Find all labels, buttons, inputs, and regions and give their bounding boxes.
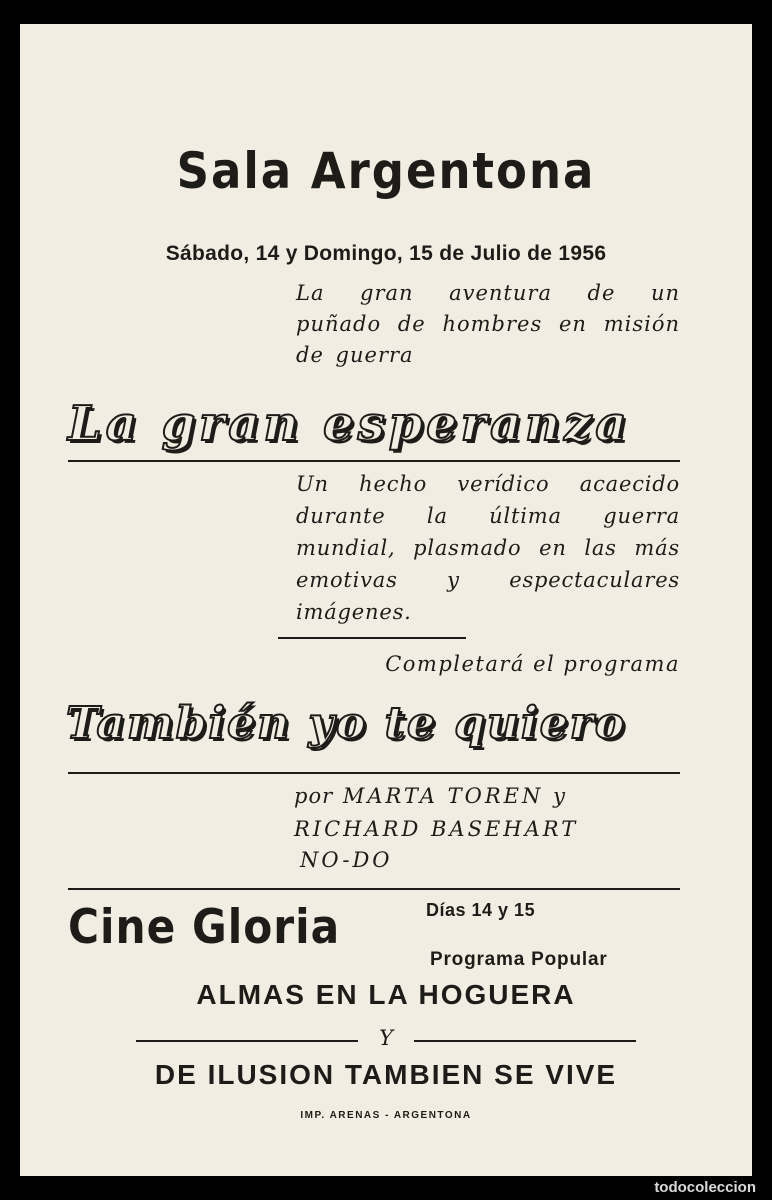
complement-text: Completará el programa — [385, 652, 680, 676]
conjunction: Y — [379, 1026, 393, 1050]
cinema-title: Cine Gloria — [68, 900, 341, 955]
film4-title: DE ILUSION TAMBIEN SE VIVE — [154, 1059, 618, 1090]
venue-title: Sala Argentona — [176, 142, 596, 200]
film1-title: La gran esperanza — [68, 396, 631, 452]
credits-block — [294, 780, 684, 846]
film3-title: ALMAS EN LA HOGUERA — [196, 979, 576, 1010]
divider-rule-1 — [68, 460, 680, 462]
credits-and: y — [553, 784, 566, 808]
divider-rule-2 — [68, 772, 680, 774]
divider-rule-short — [278, 637, 466, 639]
credits-actor1: MARTA TOREN — [342, 784, 544, 808]
divider-rule-right — [414, 1040, 636, 1042]
printer-credit: IMP. ARENAS - ARGENTONA — [300, 1110, 472, 1121]
credits-actor2: RICHARD BASEHART — [294, 817, 579, 841]
watermark-text: todocoleccion — [654, 1179, 756, 1196]
date-line: Sábado, 14 y Domingo, 15 de Julio de 1956 — [165, 242, 607, 265]
handbill-page — [20, 24, 752, 1176]
film1-description: Un hecho verídico acaecido durante la última guerra mundial, plasmado en las más emotivas y espectaculares imágenes. — [296, 472, 680, 624]
credits-prefix: por — [294, 784, 334, 808]
watermark — [654, 1179, 756, 1196]
cinema-days: Días 14 y 15 — [426, 900, 536, 920]
film2-title: También yo te quiero — [66, 698, 627, 749]
newsreel-label: NO-DO — [300, 848, 393, 872]
film1-tagline: La gran aventura de un puñado de hombres en misión de guerra — [296, 281, 680, 367]
cinema-program: Programa Popular — [430, 949, 608, 970]
divider-rule-3 — [68, 888, 680, 890]
